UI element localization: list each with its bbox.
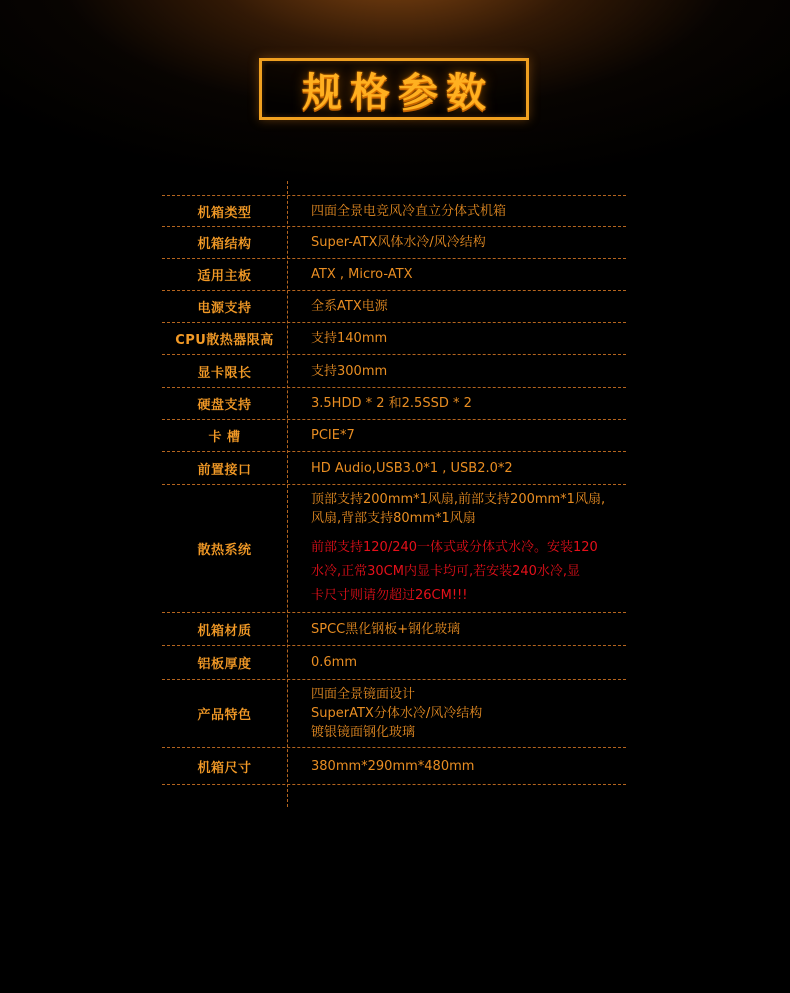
spec-value-line: 380mm*290mm*480mm [311,758,475,774]
spec-label: 产品特色 [197,708,252,723]
spec-value-line: PCIE*7 [311,428,355,443]
spec-value-line: 支持140mm [311,331,388,346]
spec-label: 卡 槽 [208,430,241,445]
spec-row-cooling [162,485,626,613]
spec-label: 机箱材质 [197,623,252,639]
spec-value-line: 3.5HDD * 2 和2.5SSD * 2 [311,396,472,411]
spec-warning-line: 卡尺寸则请勿超过26CM!!! [311,587,468,603]
spec-row-gpu-length [162,355,626,388]
spec-warning-line: 水冷,正常30CM内显卡均可,若安装240水冷,显 [311,563,581,579]
spec-value [287,388,626,419]
title-banner [259,58,529,120]
spec-value-line: 四面全景电竞风冷直立分体式机箱 [311,203,507,219]
spec-label: 适用主板 [197,269,252,284]
spec-value [287,613,626,645]
spec-label: 铝板厚度 [197,657,252,672]
spec-row-cpu-cooler [162,323,626,355]
spec-value [287,196,626,226]
spec-label: CPU散热器限高 [175,333,274,348]
spec-value-line: 支持300mm [311,363,388,379]
spec-value-line: 顶部支持200mm*1风扇,前部支持200mm*1风扇, [311,491,606,507]
spec-value [287,259,626,290]
spec-label: 散热系统 [197,543,252,558]
spec-table [162,195,626,785]
spec-value-line: 四面全景镜面设计 [311,687,416,702]
spec-row-front-io [162,452,626,485]
spec-row-storage [162,388,626,420]
spec-value-line: 全系ATX电源 [311,299,388,314]
spec-row-thickness [162,646,626,680]
spec-row-slots [162,420,626,452]
spec-label: 机箱类型 [197,205,252,221]
spec-value-line: Super-ATX风体水冷/风冷结构 [311,235,486,250]
spec-value-line: ATX , Micro-ATX [311,267,413,282]
spec-value [287,452,626,484]
spec-value [287,323,626,354]
spec-row-motherboard [162,259,626,291]
spec-label: 前置接口 [197,462,252,478]
spec-label: 硬盘支持 [197,398,252,413]
spec-value [287,420,626,451]
spec-row-dimensions [162,748,626,785]
spec-value-line: SuperATX分体水冷/风冷结构 [311,706,483,721]
spec-row-psu [162,291,626,323]
spec-value [287,680,626,747]
spec-value [287,291,626,322]
spec-value [287,748,626,784]
spec-label: 机箱尺寸 [197,760,252,776]
spec-value [287,355,626,387]
spec-value-line: SPCC黑化钢板+钢化玻璃 [311,621,461,637]
spec-warning-line: 前部支持120/240一体式或分体式水冷。安装120 [311,539,598,555]
spec-value-line: 0.6mm [311,655,358,670]
spec-row-case-type [162,195,626,227]
spec-label: 电源支持 [197,301,252,316]
spec-row-material [162,613,626,646]
spec-label: 机箱结构 [197,237,252,252]
spec-value [287,485,626,612]
spec-value-line: 镀银镜面钢化玻璃 [311,725,416,740]
spec-value [287,227,626,258]
spec-value [287,646,626,679]
spec-value-line: HD Audio,USB3.0*1 , USB2.0*2 [311,460,513,476]
spec-label: 显卡限长 [197,365,252,381]
spec-value-line: 风扇,背部支持80mm*1风扇 [311,510,476,526]
spec-row-features [162,680,626,748]
spec-row-case-structure [162,227,626,259]
page-title: 规格参数 [302,69,494,116]
